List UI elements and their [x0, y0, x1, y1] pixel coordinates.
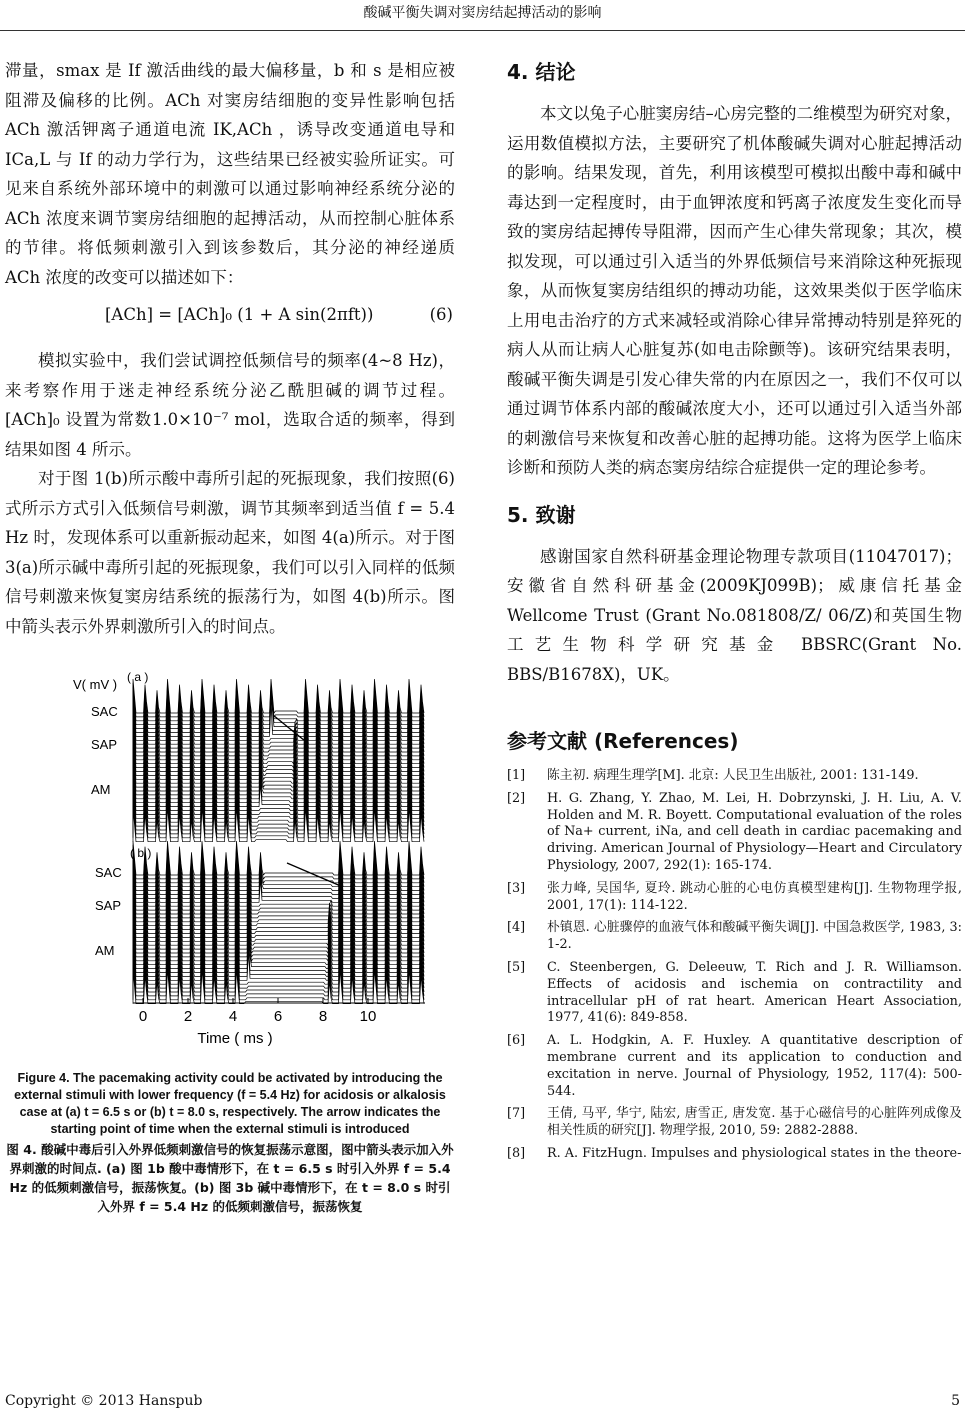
- trace-line-a: [133, 679, 424, 713]
- panel-a-label: ( a ): [127, 670, 149, 684]
- x-tick-label: 8: [318, 1008, 328, 1025]
- paragraph-acknowledgement: 感谢国家自然科研基金理论物理专款项目(11047017)；安徽省自然科研基金(2009KJ099B)；威康信托基金 Wellcome Trust (Grant No.081808/Z/ 06/Z)和英国生物工艺生物科学研究基金 BBSRC(Grant No. BBS/B1678X)，UK。: [507, 546, 962, 684]
- trace-line-b: [133, 958, 424, 992]
- figure-4-plot: [55, 663, 435, 1058]
- trace-line-b: [133, 853, 424, 887]
- trace-line-b: [133, 903, 424, 937]
- reference-item: [2] H. G. Zhang, Y. Zhao, M. Lei, H. Dobrzynski, J. H. Liu, A. V. Holden and M. R. Boyett. Computational evaluation of the roles of Na+ current, iNa, and cell death in cardiac pacemaking and driving. American Journal of Physiology—Heart and Circulatory Physiology, 2007, 292(1): 165-174.: [507, 790, 962, 873]
- trace-line-b: [133, 935, 424, 969]
- trace-line-b: [133, 919, 424, 953]
- trace-line-a: [133, 730, 424, 764]
- row-label-am-a: AM: [91, 782, 111, 797]
- reference-item: [5] C. Steenbergen, G. Deleeuw, T. Rich and J. R. Williamson. Effects of acidosis and ischemia on contractility and intracellular pH of rat heart. American Heart Association, 1977, 41(6): 849-858.: [507, 959, 962, 1026]
- reference-item: [8] R. A. FitzHugn. Impulses and physiological states in the theore-: [507, 1145, 962, 1161]
- x-tick-label: 10: [359, 1008, 377, 1025]
- trace-line-a: [133, 734, 424, 768]
- page-footer: [5, 1393, 960, 1409]
- panel-a: [133, 679, 424, 842]
- panel-b: [133, 841, 424, 1004]
- x-axis-label: Time ( ms ): [197, 1030, 273, 1047]
- trace-line-a: [133, 738, 424, 772]
- trace-line-b: [133, 841, 424, 875]
- running-header: [0, 0, 965, 31]
- trace-line-a: [133, 780, 424, 814]
- trace-line-a: [133, 765, 424, 799]
- trace-line-a: [133, 800, 424, 834]
- trace-line-a: [133, 710, 424, 744]
- references-heading: 参考文献 (References): [507, 729, 739, 753]
- trace-line-a: [133, 792, 424, 826]
- trace-line-b: [133, 857, 424, 891]
- panel-b-label: ( b ): [130, 846, 152, 860]
- row-label-sap-b: SAP: [95, 898, 122, 913]
- trace-line-a: [133, 769, 424, 803]
- trace-line-b: [133, 861, 424, 895]
- trace-line-a: [133, 695, 424, 729]
- trace-line-b: [133, 868, 424, 902]
- trace-line-b: [133, 907, 424, 941]
- trace-line-b: [133, 927, 424, 961]
- row-label-am-b: AM: [95, 943, 115, 958]
- trace-line-a: [133, 761, 424, 795]
- trace-line-a: [133, 718, 424, 752]
- trace-line-a: [133, 749, 424, 783]
- equation-6: [5, 296, 455, 336]
- reference-item: [3] 张力峰, 吴国华, 夏玲. 跳动心脏的心电仿真模型建构[J]. 生物物理学报, 2001, 17(1): 114-122.: [507, 880, 962, 913]
- page-number: 5: [951, 1393, 960, 1409]
- copyright-text: Copyright © 2013 Hanspub: [5, 1393, 203, 1409]
- trace-line-b: [133, 923, 424, 957]
- equation-number: (6): [429, 305, 453, 324]
- trace-line-b: [133, 939, 424, 973]
- section-heading-acknowledgement: 5. 致谢: [507, 502, 576, 527]
- trace-line-b: [133, 931, 424, 965]
- trace-line-b: [133, 880, 424, 914]
- paragraph-conclusion: 本文以兔子心脏窦房结–心房完整的二维模型为研究对象，运用数值模拟方法，主要研究了机体酸碱失调对心脏起搏活动的影响。结果发现，首先，利用该模型可模拟出酸中毒和碱中毒达到一定程度时，由于血钾浓度和钙离子浓度发生变化而导致的窦房结起搏传导阻滞，因而产生心律失常现象；其次，模拟发现，可以通过引入适当的外界低频信号来消除这种死振现象，从而恢复窦房结组织的搏动功能，这效果类似于医学临床上用电击治疗的方式来减轻或消除心律异常搏动特别是猝死的病人从而让病人心脏复苏(如电击除颤等)。该研究结果表明，酸碱平衡失调是引发心律失常的内在原因之一，我们不仅可以通过调节体系内部的酸碱浓度大小，还可以通过引入适当外部的刺激信号来恢复和改善心脏的起搏功能。这将为医学上临床诊断和预防人类的病态窦房结综合症提供一定的理论参考。: [507, 104, 962, 477]
- trace-line-a: [133, 796, 424, 830]
- trace-line-a: [133, 808, 424, 842]
- trace-line-b: [133, 915, 424, 949]
- trace-line-a: [133, 726, 424, 760]
- section-heading-conclusion: 4. 结论: [507, 60, 576, 84]
- trace-line-b: [133, 942, 424, 976]
- trace-line-a: [133, 699, 424, 733]
- trace-line-a: [133, 741, 424, 775]
- trace-line-b: [133, 849, 424, 883]
- trace-line-a: [133, 687, 424, 721]
- row-label-sap-a: SAP: [91, 737, 118, 752]
- paragraph-ach-description: 滞量，smax 是 If 激活曲线的最大偏移量，b 和 s 是相应被阻滞及偏移的比例。ACh 对窦房结细胞的变异性影响包括 ACh 激活钾离子通道电流 IK,ACh ，诱导改变通道电导和 ICa,L 与 If 的动力学行为，这些结果已经被实验所证实。可见来自系统外部环境中的刺激可以通过影响神经系统分泌的 ACh 浓度来调节窦房结细胞的起搏活动，从而控制心脏体系的节律。将低频刺激引入到该参数后，其分泌的神经递质 ACh 浓度的改变可以描述如下：: [5, 61, 455, 287]
- trace-line-b: [133, 900, 424, 934]
- trace-line-b: [133, 911, 424, 945]
- reference-item: [4] 朴镇恩. 心脏骤停的血液气体和酸碱平衡失调[J]. 中国急救医学, 1983, 3: 1-2.: [507, 920, 962, 953]
- trace-line-b: [133, 966, 424, 1000]
- x-tick-label: 4: [228, 1008, 238, 1025]
- figure-caption-chinese: 图 4. 酸碱中毒后引入外界低频刺激信号的恢复振荡示意图，图中箭头表示加入外界刺激的时间点. (a) 图 1b 酸中毒情形下，在 t = 6.5 s 时引入外界 f = 5.4 Hz 的低频刺激信号，振荡恢复。(b) 图 3b 碱中毒情形下，在 t = 8.0 s 时引入外界 f = 5.4 Hz 的低频刺激信号，振荡恢复: [6, 1142, 454, 1214]
- trace-line-a: [133, 722, 424, 756]
- trace-line-b: [133, 888, 424, 922]
- trace-line-b: [133, 892, 424, 926]
- trace-line-b: [133, 845, 424, 879]
- x-tick-label: 6: [273, 1008, 283, 1025]
- left-column: [5, 56, 455, 1216]
- references-list: [507, 768, 962, 1163]
- trace-line-a: [133, 745, 424, 779]
- running-header-title: 酸碱平衡失调对窦房结起搏活动的影响: [363, 5, 602, 21]
- trace-line-a: [133, 757, 424, 791]
- paragraph-simulation: 模拟实验中，我们尝试调控低频信号的频率(4~8 Hz)，来考察作用于迷走神经系统分泌乙酰胆碱的调节过程。[ACh]₀ 设置为常数1.0×10⁻⁷ mol，选取合适的频率，得到结果如图 4 所示。: [5, 351, 455, 459]
- trace-line-b: [133, 950, 424, 984]
- paragraph-recovery: 对于图 1(b)所示酸中毒所引起的死振现象，我们按照(6)式所示方式引入低频信号刺激，调节其频率到适当值 f = 5.4 Hz 时，发现体系可以重新振动起来，如图 4(a)所示。对于图 3(a)所示碱中毒所引起的死振现象，我们可以引入同样的低频信号刺激来恢复窦房结系统的振荡行为，如图 4(b)所示。图中箭头表示外界刺激所引入的时间点。: [5, 469, 455, 636]
- trace-line-b: [133, 864, 424, 898]
- trace-line-b: [133, 876, 424, 910]
- trace-line-a: [133, 777, 424, 811]
- x-tick-label: 2: [183, 1008, 193, 1025]
- trace-line-a: [133, 683, 424, 717]
- trace-line-a: [133, 788, 424, 822]
- trace-line-a: [133, 804, 424, 838]
- trace-line-a: [133, 706, 424, 740]
- trace-line-a: [133, 753, 424, 787]
- trace-line-a: [133, 773, 424, 807]
- x-tick-label: 0: [138, 1008, 148, 1025]
- trace-line-b: [133, 884, 424, 918]
- figure-4: [55, 663, 435, 1058]
- trace-line-a: [133, 784, 424, 818]
- equation-formula: [ACh] = [ACh]₀ (1 + A sin(2πft)): [105, 305, 374, 324]
- reference-item: [1] 陈主初. 病理生理学[M]. 北京: 人民卫生出版社, 2001: 131-149.: [507, 768, 919, 783]
- trace-line-b: [133, 872, 424, 906]
- y-axis-label: V( mV ): [73, 677, 118, 692]
- trace-line-b: [133, 946, 424, 980]
- right-column: [507, 56, 962, 1169]
- trace-line-b: [133, 954, 424, 988]
- row-label-sac-a: SAC: [91, 704, 118, 719]
- trace-line-b: [133, 962, 424, 996]
- row-label-sac-b: SAC: [95, 865, 122, 880]
- reference-item: [6] A. L. Hodgkin, A. F. Huxley. A quantitative description of membrane current and its application to conduction and excitation in nerve. Journal of Physiology, 1952, 117(4): 500-544.: [507, 1033, 962, 1099]
- figure-caption-english: Figure 4. The pacemaking activity could be activated by introducing the external stimuli with lower frequency (f = 5.4 Hz) for acidosis or alkalosis case at (a) t = 6.5 s or (b) t = 8.0 s, respectively. The arrow indicates the starting point of time when the external stimuli is introduced: [14, 1071, 446, 1136]
- trace-line-b: [133, 896, 424, 930]
- reference-item: [7] 王倩, 马平, 华宁, 陆宏, 唐雪正, 唐发宽. 基于心磁信号的心脏阵列成像及相关性质的研究[J]. 物理学报, 2010, 59: 2882-2888.: [507, 1106, 962, 1139]
